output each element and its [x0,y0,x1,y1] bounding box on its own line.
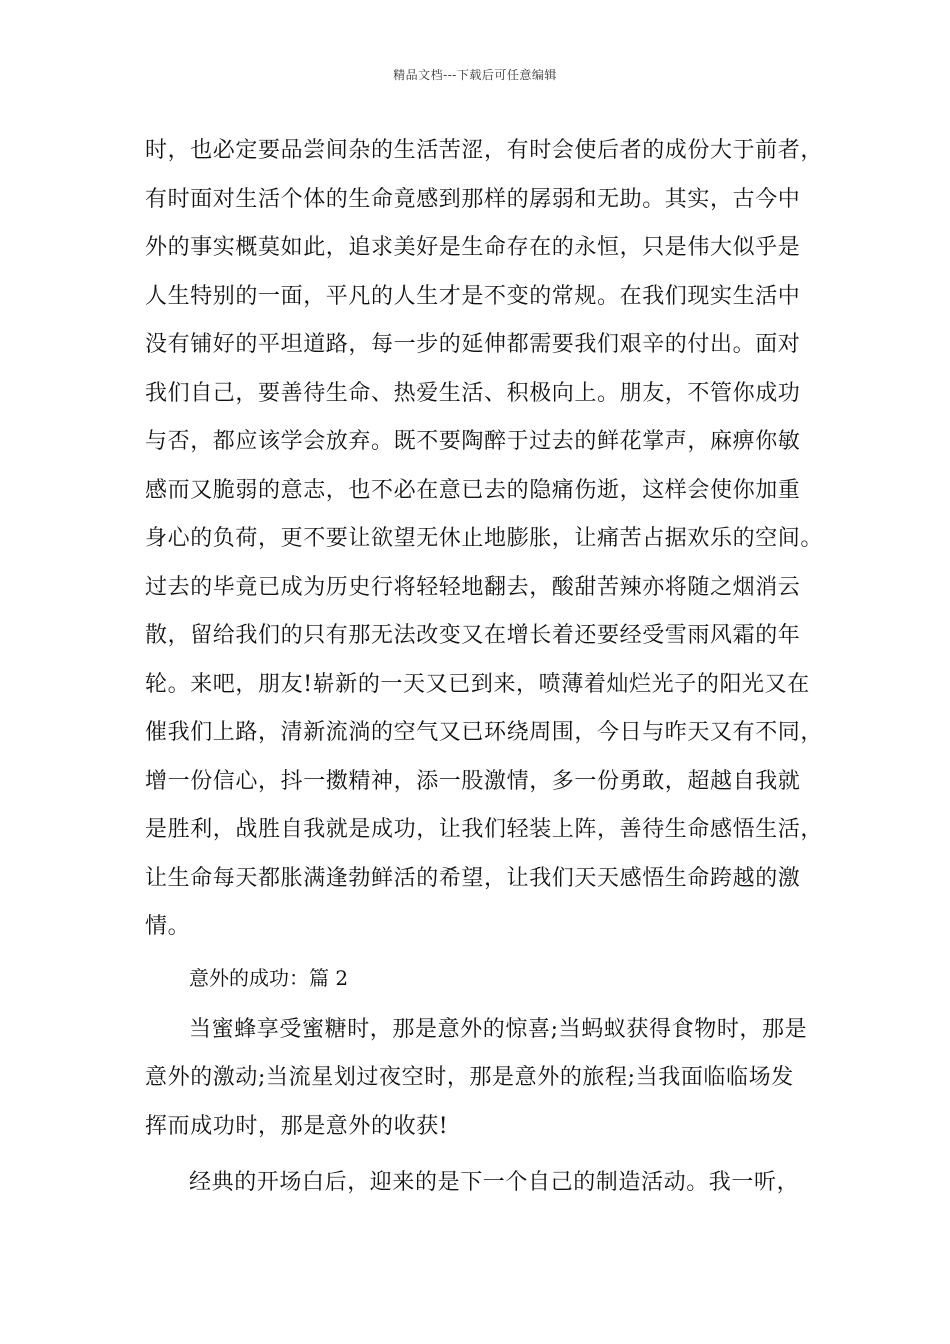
text-line: 我们自己，要善待生命、热爱生活、积极向上。朋友，不管你成功 [145,380,801,406]
text-line: 让生命每天都胀满逢勃鲜活的希望，让我们天天感悟生命跨越的激 [145,865,801,891]
text-line: 挥而成功时，那是意外的收获! [145,1113,449,1139]
section-heading: 意外的成功：篇 2 [189,965,349,990]
text-line: 情。 [145,914,191,939]
text-line: 人生特别的一面，平凡的人生才是不变的常规。在我们现实生活中 [145,283,801,309]
text-line: 催我们上路，清新流淌的空气又已环绕周围，今日与昨天又有不同， [145,720,824,745]
text-line: 外的事实概莫如此，追求美好是生命存在的永恒，只是伟大似乎是 [145,235,801,260]
paragraph-1 [145,127,845,952]
text-line: 过去的毕竟已成为历史行将轻轻地翻去，酸甜苦辣亦将随之烟消云 [145,574,801,600]
text-line: 散，留给我们的只有那无法改变又在增长着还要经受雪雨风霜的年 [145,623,801,648]
text-line: 感而又脆弱的意志，也不必在意已去的隐痛伤逝，这样会使你加重 [145,477,801,503]
text-line: 身心的负荷，更不要让欲望无休止地膨胀，让痛苦占据欢乐的空间。 [145,526,824,551]
text-line: 时，也必定要品尝间杂的生活苦涩，有时会使后者的成份大于前者， [145,138,824,163]
text-line: 是胜利，战胜自我就是成功，让我们轻装上阵，善待生命感悟生活， [145,817,824,842]
paragraph-2 [145,1006,845,1152]
text-line: 增一份信心，抖一擞精神，添一股激情，多一份勇敢，超越自我就 [145,768,801,794]
text-line: 有时面对生活个体的生命竟感到那样的孱弱和无助。其实，古今中 [145,186,801,212]
text-line: 当蜜蜂享受蜜糖时，那是意外的惊喜;当蚂蚁获得食物时，那是 [189,1016,808,1042]
text-line: 意外的激动;当流星划过夜空时，那是意外的旅程;当我面临临场发 [145,1065,794,1090]
paragraph-3 [145,1159,845,1208]
text-line: 轮。来吧，朋友!崭新的一天又已到来，喷薄着灿烂光子的阳光又在 [145,671,810,697]
text-line: 经典的开场白后，迎来的是下一个自己的制造活动。我一听， [189,1170,800,1195]
page-header: 精品文档---下载后可任意编辑 [393,68,557,82]
text-line: 与否，都应该学会放弃。既不要陶醉于过去的鲜花掌声，麻痹你敏 [145,429,801,454]
document-body [145,127,845,1208]
text-line: 没有铺好的平坦道路，每一步的延伸都需要我们艰辛的付出。面对 [145,332,801,357]
